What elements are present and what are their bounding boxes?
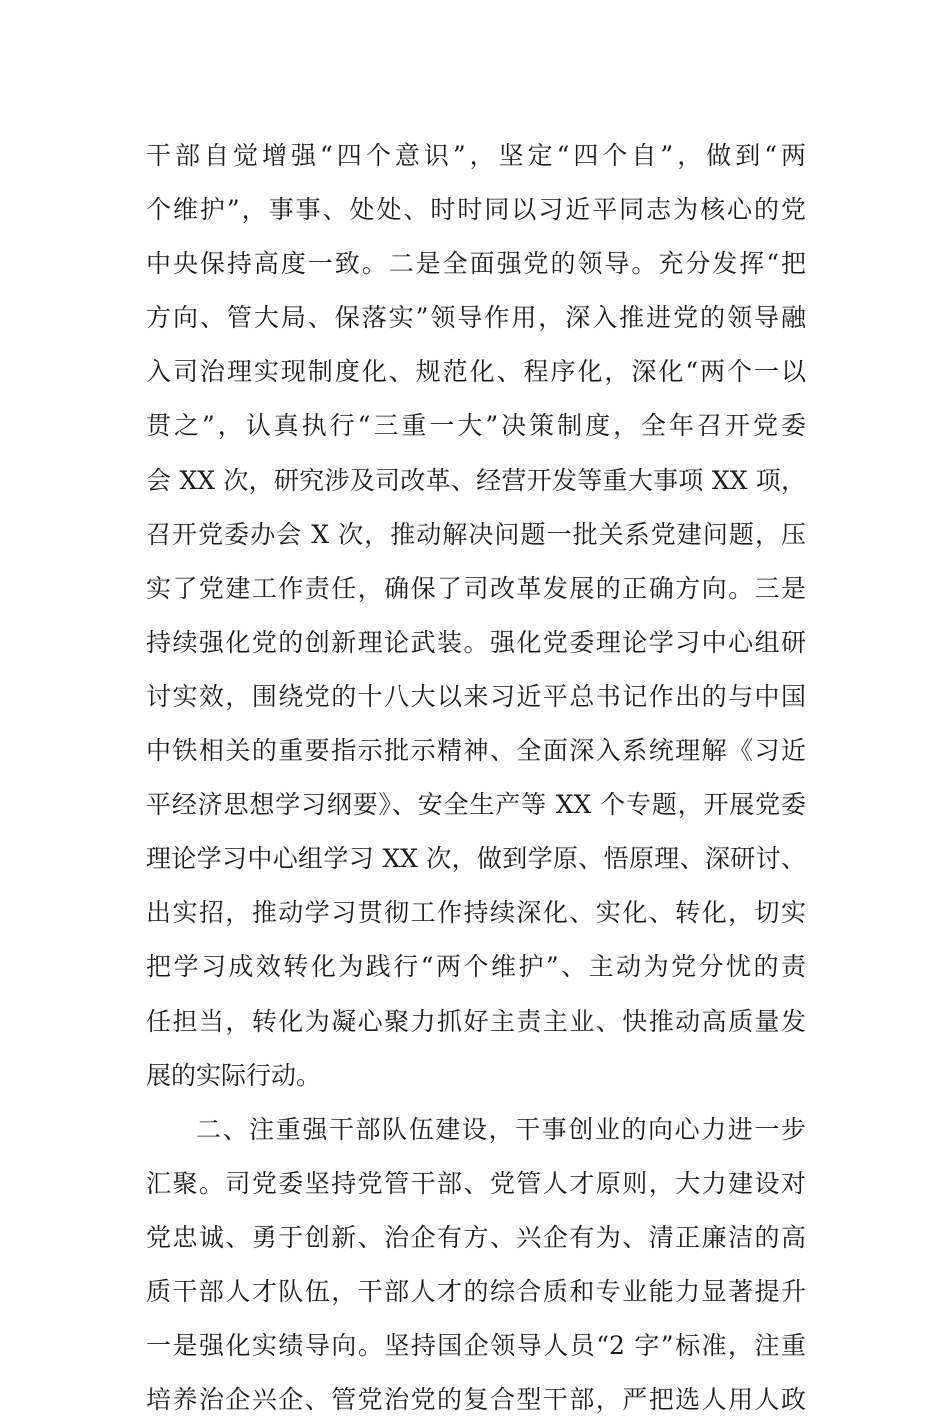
text-line: 理论学习中心组学习 XX 次，做到学原、悟原理、深研讨、 [146, 844, 806, 874]
section-heading-line: 二、注重强干部队伍建设，干事创业的向心力进一步 [196, 1114, 806, 1144]
text-line: 干部自觉增强“四个意识”，坚定“四个自”，做到“两 [146, 141, 806, 170]
text-line: 把学习成效转化为践行“两个维护”、主动为党分忧的责 [146, 952, 806, 982]
text-line: 持续强化党的创新理论武装。强化党委理论学习中心组研 [146, 627, 806, 657]
text-line: 中铁相关的重要指示批示精神、全面深入系统理解《习近 [146, 736, 806, 766]
text-line: 中央保持高度一致。二是全面强党的领导。充分发挥“把 [146, 249, 806, 279]
text-line: 质干部人才队伍，干部人才的综合质和专业能力显著提升 [146, 1276, 806, 1306]
text-line: 会 XX 次，研究涉及司改革、经营开发等重大事项 XX 项， [146, 465, 806, 495]
text-line: 贯之”，认真执行“三重一大”决策制度，全年召开党委 [146, 411, 806, 441]
text-line: 任担当，转化为凝心聚力抓好主责主业、快推动高质量发 [146, 1006, 806, 1036]
text-line: 个维护”，事事、处处、时时同以习近平同志为核心的党 [146, 195, 806, 225]
text-line: 平经济思想学习纲要》、安全生产等 XX 个专题，开展党委 [146, 790, 806, 820]
body-text [146, 129, 806, 1427]
text-line: 实了党建工作责任，确保了司改革发展的正确方向。三是 [146, 573, 806, 603]
text-line: 讨实效，围绕党的十八大以来习近平总书记作出的与中国 [146, 681, 806, 711]
text-line: 一是强化实绩导向。坚持国企领导人员“2 字”标准，注重 [146, 1331, 806, 1361]
text-line: 召开党委办会 X 次，推动解决问题一批关系党建问题，压 [146, 519, 806, 549]
text-line: 培养治企兴企、管党治党的复合型干部，严把选人用人政 [146, 1385, 806, 1415]
text-line: 党忠诚、勇于创新、治企有方、兴企有为、清正廉洁的高 [146, 1222, 806, 1252]
paragraph-end-line: 展的实际行动。 [146, 1060, 322, 1090]
text-line: 汇聚。司党委坚持党管干部、党管人才原则，大力建设对 [146, 1168, 806, 1198]
text-line: 入司治理实现制度化、规范化、程序化，深化“两个一以 [146, 357, 806, 387]
text-line: 出实招，推动学习贯彻工作持续深化、实化、转化，切实 [146, 898, 806, 928]
text-line: 方向、管大局、保落实”领导作用，深入推进党的领导融 [146, 303, 806, 333]
